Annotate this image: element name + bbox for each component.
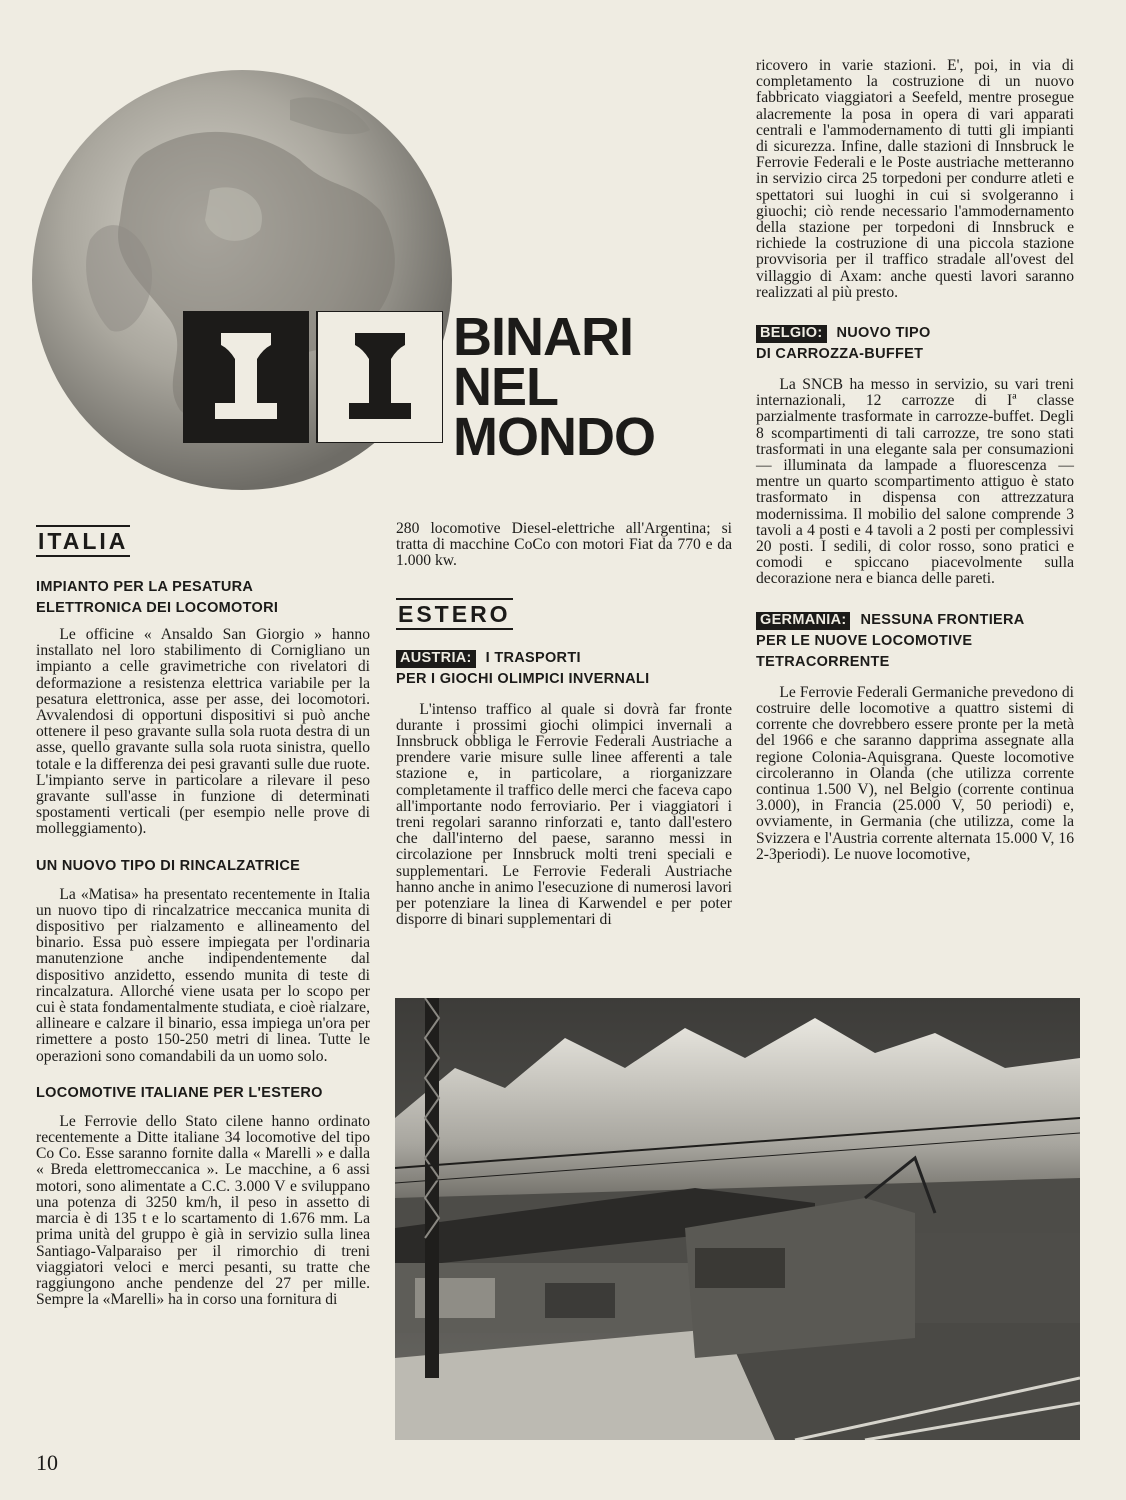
column-three [756, 58, 1074, 863]
heading-germania-l1: NESSUNA FRONTIERA [860, 611, 1025, 628]
article-belgio: La SNCB ha messo in servizio, su vari treni internazionali, 12 carrozze di Iª classe parzialmente trasformate in carrozze-buffet. Degli 8 scompartimenti di tali carrozze, tre sono stati trasformati in una elegante sala per consumazioni — illuminata da lampade a fluorescenza — mentre un quarto scompartimento attiguo è stato trasformato in dispensa con attrezzatura modernissima. Il mobilio del salone comprende 3 tavoli a 4 posti e 4 tavoli a 2 posti per complessivi 20 posti. I sedili, di color rosso, sono pratici e comodi e spiccano piacevolmente sulla decorazione nera e bianca delle pareti. [756, 376, 1074, 588]
heading-germania-l2: PER LE NUOVE LOCOMOTIVE [756, 632, 973, 649]
heading-pesatura-l2: ELETTRONICA DEI LOCOMOTORI [36, 600, 279, 616]
article-pesatura: Le officine « Ansaldo San Giorgio » hanno installato nel loro stabilimento di Cornigliano un impianto a celle gravimetriche con rivelatori di deformazione a resistenza elettrica variabile per la pesatura elettronica, asse per asse, dei locomotori. Avvalendosi di opportuni dispositivi si può anche ottenere il peso gravante sulla sola ruota destra di un asse, quello gravante sulla sola ruota sinistra, quello totale e la differenza dei pesi gravanti sulle due ruote. L'impianto serve in particolare a rilevare il peso gravante sull'asse in funzione di determinati spostamenti verticali (per esempio nelle prove di molleggiamento). [36, 626, 370, 838]
column-italia [36, 525, 370, 1308]
heading-austria-l2: PER I GIOCHI OLIMPICI INVERNALI [396, 670, 650, 687]
article-locomotive-estero-continued: 280 locomotive Diesel-elettriche all'Argentina; si tratta di macchine CoCo con motori Fiat da 770 e da 1.000 kw. [396, 520, 732, 570]
rail-logo-icon [183, 311, 443, 443]
article-rincalzatrice: La «Matisa» ha presentato recentemente in Italia un nuovo tipo di rincalzatrice meccanica munita di dispositivo per rialzamento e allineamento del binario. Essa può essere impiegata per l'ordinaria manutenzione anche indipendentemente dal dispositivo anzidetto, essendo munita di teste di rincalzatura. Allorché viene usata per lo scopo per cui è stata fondamentalmente studiata, e cioè rialzare, allineare e calzare il binario, essa impiega un'ora per rimettere a posto 150-250 metri di linea. Tutte le operazioni sono comandabili da un uomo solo. [36, 885, 370, 1065]
heading-locomotive-estero: LOCOMOTIVE ITALIANE PER L'ESTERO [36, 1084, 323, 1101]
magazine-title [453, 307, 655, 467]
article-austria: L'intenso traffico al quale si dovrà far fronte durante i prossimi giochi olimpici invernali a Innsbruck obbliga le Ferrovie Federali Austriache a prendere varie misure sulle linee afferenti a tale stazione e, in particolare, a riorganizzare completamente il traffico delle merci che faceva capo all'importante nodo ferroviario. Per i viaggiatori i treni regolari saranno rinforzati e, tanto dall'estero che dall'interno del paese, saranno messi in circolazione per Innsbruck molti treni speciali e supplementari. Le Ferrovie Federali Austriache hanno anche in animo l'esecuzione di numerosi lavori per potenziare la linea di Karwendel e per poter disporre di binari supplementari di [396, 700, 732, 929]
heading-belgio-l1: NUOVO TIPO [836, 325, 931, 342]
heading-belgio-l2: DI CARROZZA-BUFFET [756, 346, 924, 363]
title-word-nel: NEL [453, 357, 558, 417]
country-badge-belgio: BELGIO: [756, 325, 827, 343]
column-estero [396, 521, 732, 928]
article-austria-continued: ricovero in varie stazioni. E', poi, in via di completamento la costruzione di un nuovo fabbricato viaggiatori a Seefeld, mentre prosegue alacremente la posa in opera di vari apparati centrali e l'ammodernamento di tutti gli impianti di sicurezza. Infine, dalle stazioni di Innsbruck le Ferrovie Federali e le Poste austriache metteranno in servizio circa 25 torpedoni per condurre atleti e spettatori sui luoghi in cui si svolgeranno i giuochi; ciò rende necessario l'ammodernamento della stazione per torpedoni di Innsbruck e richiede la costruzione di una piccola stazione provvisoria per il traffico stradale all'ovest del villaggio di Axam: anche questi lavori saranno realizzati al più presto. [756, 57, 1074, 301]
title-word-binari: BINARI [453, 307, 633, 367]
heading-pesatura-l1: IMPIANTO PER LA PESATURA [36, 579, 254, 595]
country-badge-austria: AUSTRIA: [396, 650, 476, 668]
heading-austria-l1: I TRASPORTI [485, 649, 581, 666]
section-estero: ESTERO [396, 598, 513, 630]
heading-rincalzatrice: UN NUOVO TIPO DI RINCALZATRICE [36, 857, 301, 874]
page-number: 10 [36, 1450, 58, 1475]
train-photo [395, 998, 1080, 1440]
section-italia: ITALIA [36, 525, 130, 557]
heading-germania-l3: TETRACORRENTE [756, 653, 890, 670]
article-germania: Le Ferrovie Federali Germaniche prevedono di costruire delle locomotive a quattro sistemi di corrente che dovrebbero essere pronte per la metà del 1966 e che saranno dapprima assegnate alla regione Colonia-Aquisgrana. Queste locomotive circoleranno in Olanda (che utilizza corrente continua 1.500 V), nel Belgio (corrente continua 3.000), in Francia (25.000 V, 50 periodi) e, ovviamente, in Germania (che utilizza, come la Svizzera e l'Austria corrente alternata 15.000 V, 16 2-3periodi). Le nuove locomotive, [756, 683, 1074, 863]
country-badge-germania: GERMANIA: [756, 612, 850, 630]
title-word-mondo: MONDO [453, 407, 655, 467]
article-locomotive-estero: Le Ferrovie dello Stato cilene hanno ordinato recentemente a Ditte italiane 34 locomotive del tipo Co Co. Esse saranno fornite dalla « Marelli » e dalla « Breda elettromeccanica ». Le macchine, a 6 assi motori, sono alimentate a C.C. 3.000 V e sviluppano una potenza di 3250 km/h, il peso in assetto di marcia è di 135 t e lo scartamento di 1.676 mm. La prima unità del gruppo è già in servizio sulla linea Santiago-Valparaiso per il rimorchio di treni viaggiatori veloci e merci pesanti, su tratte che raggiungono anche pendenze del 27 per mille. Sempre la «Marelli» ha in corso una fornitura di [36, 1112, 370, 1309]
